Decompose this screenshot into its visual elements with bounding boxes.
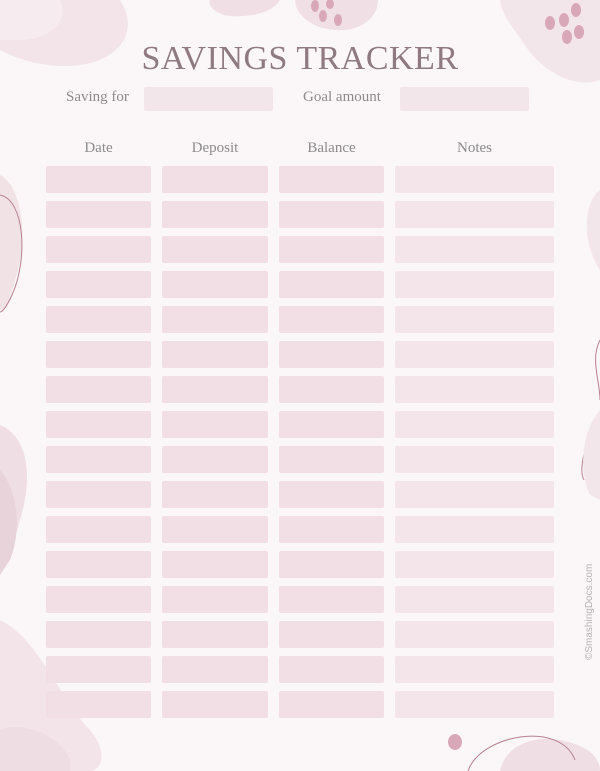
date-cell[interactable] bbox=[46, 446, 151, 473]
dot bbox=[545, 16, 555, 30]
dot bbox=[571, 3, 581, 17]
notes-cell[interactable] bbox=[395, 306, 554, 333]
saving-for-label: Saving for bbox=[66, 89, 129, 105]
deposit-cell[interactable] bbox=[162, 306, 268, 333]
page-title: SAVINGS TRACKER bbox=[141, 40, 459, 77]
blob-bottom-right bbox=[500, 739, 600, 771]
notes-cell[interactable] bbox=[395, 271, 554, 298]
date-cell[interactable] bbox=[46, 201, 151, 228]
date-cell[interactable] bbox=[46, 376, 151, 403]
date-cell[interactable] bbox=[46, 306, 151, 333]
notes-cell[interactable] bbox=[395, 341, 554, 368]
notes-cell[interactable] bbox=[395, 166, 554, 193]
balance-cell[interactable] bbox=[279, 656, 384, 683]
balance-cell[interactable] bbox=[279, 621, 384, 648]
balance-cell[interactable] bbox=[279, 516, 384, 543]
date-cell[interactable] bbox=[46, 481, 151, 508]
balance-cell[interactable] bbox=[279, 586, 384, 613]
notes-cell[interactable] bbox=[395, 621, 554, 648]
balance-cell[interactable] bbox=[279, 236, 384, 263]
column-header-balance: Balance bbox=[307, 140, 356, 156]
date-cell[interactable] bbox=[46, 341, 151, 368]
deposit-cell[interactable] bbox=[162, 201, 268, 228]
dot bbox=[319, 10, 327, 22]
date-cell[interactable] bbox=[46, 236, 151, 263]
column-header-date: Date bbox=[84, 140, 113, 156]
copyright-credit: ©SmashingDocs.com bbox=[584, 563, 595, 660]
notes-cell[interactable] bbox=[395, 656, 554, 683]
dot bbox=[311, 0, 319, 12]
blob-left-upper bbox=[0, 175, 22, 310]
date-cell[interactable] bbox=[46, 691, 151, 718]
balance-cell[interactable] bbox=[279, 306, 384, 333]
deposit-cell[interactable] bbox=[162, 341, 268, 368]
date-cell[interactable] bbox=[46, 551, 151, 578]
balance-cell[interactable] bbox=[279, 201, 384, 228]
notes-cell[interactable] bbox=[395, 586, 554, 613]
deposit-cell[interactable] bbox=[162, 446, 268, 473]
notes-cell[interactable] bbox=[395, 516, 554, 543]
blob-right-middle bbox=[583, 410, 600, 500]
deposit-cell[interactable] bbox=[162, 551, 268, 578]
blob-right-upper bbox=[587, 190, 600, 270]
deposit-cell[interactable] bbox=[162, 621, 268, 648]
balance-cell[interactable] bbox=[279, 341, 384, 368]
balance-cell[interactable] bbox=[279, 411, 384, 438]
deposit-cell[interactable] bbox=[162, 516, 268, 543]
date-cell[interactable] bbox=[46, 411, 151, 438]
balance-cell[interactable] bbox=[279, 481, 384, 508]
dot bbox=[334, 14, 342, 26]
notes-cell[interactable] bbox=[395, 376, 554, 403]
deposit-cell[interactable] bbox=[162, 691, 268, 718]
column-header-deposit: Deposit bbox=[191, 140, 239, 156]
balance-cell[interactable] bbox=[279, 691, 384, 718]
goal-amount-field[interactable] bbox=[400, 87, 529, 111]
dot bbox=[448, 734, 462, 750]
notes-cell[interactable] bbox=[395, 411, 554, 438]
date-cell[interactable] bbox=[46, 621, 151, 648]
goal-amount-label: Goal amount bbox=[303, 89, 381, 105]
balance-cell[interactable] bbox=[279, 271, 384, 298]
date-cell[interactable] bbox=[46, 271, 151, 298]
deposit-cell[interactable] bbox=[162, 236, 268, 263]
deposit-cell[interactable] bbox=[162, 481, 268, 508]
deposit-cell[interactable] bbox=[162, 656, 268, 683]
balance-cell[interactable] bbox=[279, 166, 384, 193]
notes-cell[interactable] bbox=[395, 236, 554, 263]
blob-top-center bbox=[210, 0, 280, 16]
deposit-cell[interactable] bbox=[162, 411, 268, 438]
balance-cell[interactable] bbox=[279, 446, 384, 473]
deposit-cell[interactable] bbox=[162, 586, 268, 613]
column-header-notes: Notes bbox=[457, 140, 492, 156]
date-cell[interactable] bbox=[46, 516, 151, 543]
deposit-cell[interactable] bbox=[162, 376, 268, 403]
notes-cell[interactable] bbox=[395, 446, 554, 473]
deposit-cell[interactable] bbox=[162, 166, 268, 193]
balance-cell[interactable] bbox=[279, 551, 384, 578]
date-cell[interactable] bbox=[46, 656, 151, 683]
date-cell[interactable] bbox=[46, 586, 151, 613]
dot bbox=[574, 25, 584, 39]
notes-cell[interactable] bbox=[395, 551, 554, 578]
notes-cell[interactable] bbox=[395, 481, 554, 508]
saving-for-field[interactable] bbox=[144, 87, 273, 111]
notes-cell[interactable] bbox=[395, 201, 554, 228]
date-cell[interactable] bbox=[46, 166, 151, 193]
notes-cell[interactable] bbox=[395, 691, 554, 718]
balance-cell[interactable] bbox=[279, 376, 384, 403]
dot bbox=[559, 13, 569, 27]
deposit-cell[interactable] bbox=[162, 271, 268, 298]
